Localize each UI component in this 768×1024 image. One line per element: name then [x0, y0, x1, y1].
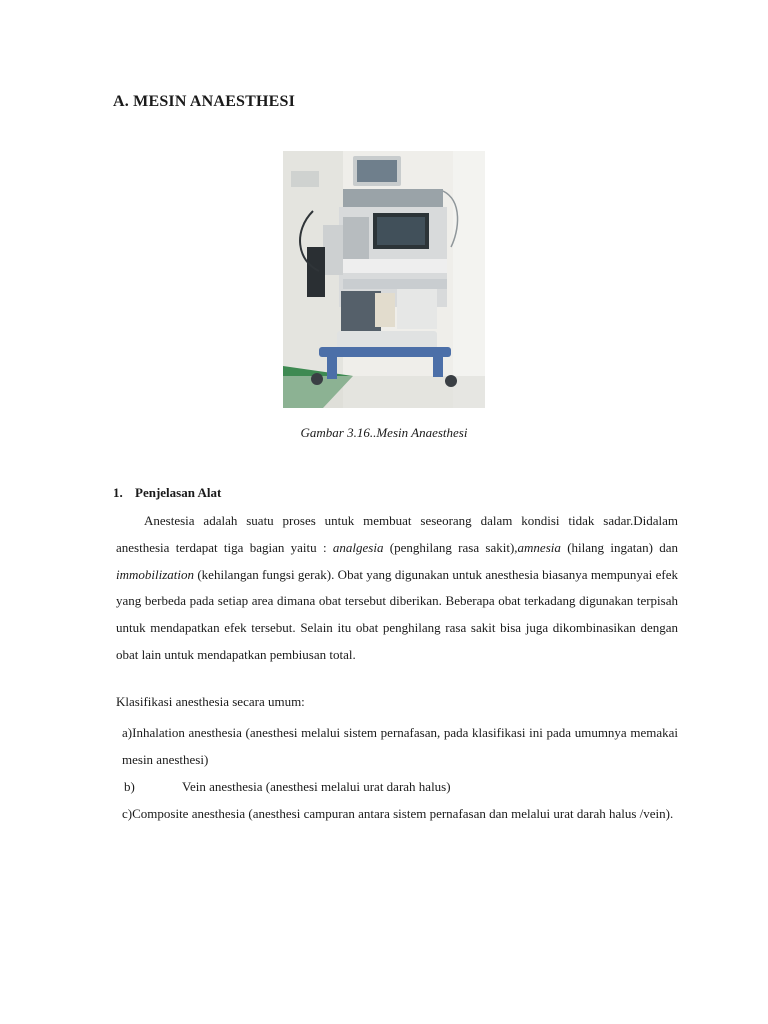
term-analgesia: analgesia — [332, 539, 384, 555]
list-item-text: Inhalation anesthesia (anesthesi melalui sistem pernafasan, pada klasifikasi ini pada umumnya memakai mesin anesthesi) — [122, 725, 678, 767]
section-title-text: Penjelasan Alat — [135, 485, 222, 500]
paragraph-text-4: (kehilangan fungsi gerak). Obat yang digunakan untuk anesthesia biasanya mempunyai efek yang berbeda pada setiap area dimana obat tersebut diberikan. Beberapa obat terkadang digunakan terpisah untuk mendapatkan efek tersebut. Selain itu obat penghilang rasa sakit bisa juga dikombinasikan dengan obat lain untuk mendapatkan pembiusan total. — [116, 566, 678, 662]
section-heading: A. MESIN ANAESTHESI — [113, 93, 296, 110]
paragraph-text-3: (hilang ingatan) dan — [560, 539, 679, 555]
classification-intro: Klasifikasi anesthesia secara umum: — [116, 694, 305, 709]
list-item-label: a) — [122, 725, 133, 740]
term-immobilization: immobilization — [116, 566, 195, 582]
figure-caption: Gambar 3.16..Mesin Anaesthesi — [300, 425, 468, 440]
paragraph-text-2: (penghilang rasa sakit), — [383, 539, 518, 555]
section-number: 1. — [113, 485, 123, 500]
list-item-text: Composite anesthesia (anesthesi campuran antara sistem pernafasan dan melalui urat darah halus /vein). — [132, 806, 674, 821]
body-paragraph — [116, 508, 678, 669]
list-item-label: c) — [122, 806, 133, 821]
section-title — [113, 485, 221, 501]
list-item-text: Vein anesthesia (anesthesi melalui urat darah halus) — [182, 779, 451, 794]
list-item — [122, 774, 678, 801]
list-item — [122, 720, 678, 774]
term-amnesia: amnesia — [517, 539, 561, 555]
list-item-label: b) — [124, 779, 135, 794]
list-item — [122, 801, 678, 828]
anesthesia-machine-photo — [283, 151, 485, 408]
paragraph-text-1: Anestesia adalah suatu proses untuk membuat seseorang dalam kondisi tidak sadar.Didalam anesthesia terdapat tiga bagian yaitu : — [116, 513, 678, 555]
